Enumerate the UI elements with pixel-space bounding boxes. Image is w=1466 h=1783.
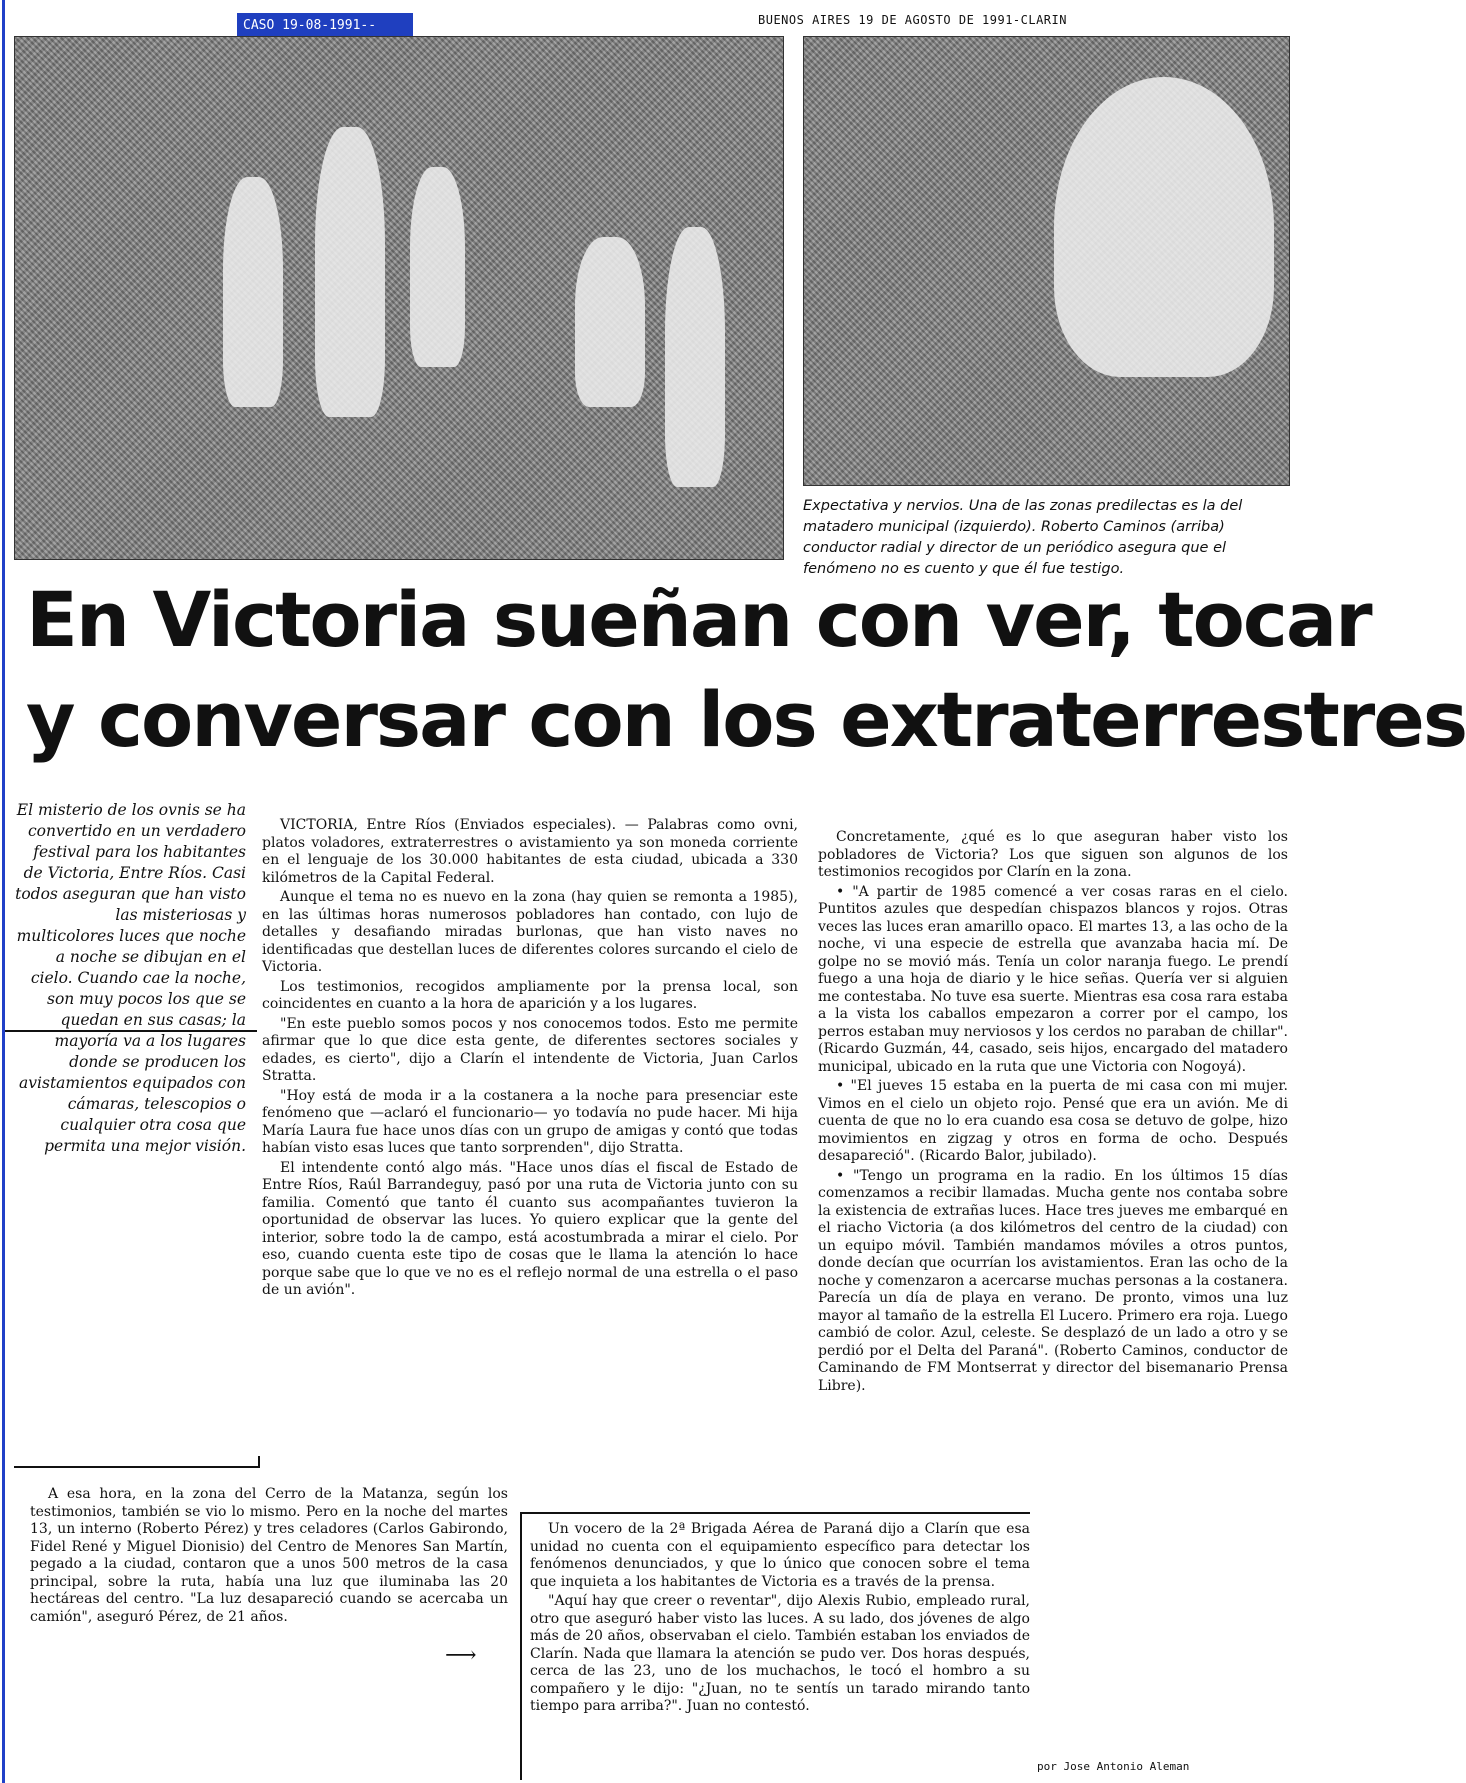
paragraph: Un vocero de la 2ª Brigada Aérea de Paraná dijo a Clarín que esa unidad no cuenta con el equipamiento específico para detectar los fenómenos denunciados, y que lo único que conocen sobre el tema que inquieta a los habitantes de Victoria es a través de la prensa.: [530, 1521, 1030, 1590]
photo-figure: [1054, 77, 1274, 377]
photo-figure: [575, 237, 645, 407]
headline: [26, 570, 1466, 770]
paragraph: Aunque el tema no es nuevo en la zona (hay quien se remonta a 1985), en las últimas horas numerosos pobladores han contado, con lujo de detalles y desafiando miradas burlonas, que han visto naves no identificadas que destellan luces de diferentes colores surcando el cielo de Victoria.: [262, 889, 798, 975]
paragraph: VICTORIA, Entre Ríos (Enviados especiales). — Palabras como ovni, platos voladores, extraterrestres o avistamiento ya son moneda corriente en el lenguaje de los 30.000 habitantes de esta ciudad, ubicada a 330 kilómetros de la Capital Federal.: [262, 817, 798, 886]
photo-figure: [665, 227, 725, 487]
box-rule: [258, 1456, 260, 1468]
photo-figure: [223, 177, 283, 407]
case-tag: CASO 19-08-1991--: [237, 13, 413, 39]
paragraph: "Aquí hay que creer o reventar", dijo Alexis Rubio, empleado rural, otro que aseguró haber visto las luces. A su lado, dos jóvenes de algo más de 20 años, observaban el cielo. También estaban los enviados de Clarín. Nada que llamara la atención se pudo ver. Dos horas después, cerca de las 23, uno de los muchachos, le tocó el hombro a su compañero y le dijo: "¿Juan, no te sentís un tarado mirando tanto tiempo para arriba?". Juan no contestó.: [530, 1593, 1030, 1714]
box-rule: [520, 1512, 522, 1780]
paragraph: El intendente contó algo más. "Hace unos días el fiscal de Estado de Entre Ríos, Raúl Barrandeguy, pasó por una ruta de Victoria junto con su familia. Comentó que tanto él cuanto sus acompañantes tuvieron la oportunidad de observar las luces. Yo quiero explicar que la gente del interior, sobre todo la de campo, está acostumbrada a mirar el cielo. Por eso, cuando cuenta este tipo de cosas que le llama la atención lo hace porque sabe que lo que ve no es el reflejo normal de una estrella o el paso de un avión".: [262, 1159, 798, 1298]
headline-line-2: y conversar con los extraterrestres: [26, 675, 1466, 764]
paragraph: Los testimonios, recogidos ampliamente por la prensa local, son coincidentes en cuanto a la hora de aparición y a los lugares.: [262, 978, 798, 1012]
lead-paragraph: El misterio de los ovnis se ha convertido en un verdadero festival para los habitantes de Victoria, Entre Ríos. Casi todos aseguran que han visto las misteriosas y multicolores luces que noche a noche se dibujan en el cielo. Cuando cae la noche, son muy pocos los que se quedan en sus casas; la mayoría va a los lugares donde se producen los avistamientos equipados con cámaras, telescopios o cualquier otra cosa que permita una mejor visión.: [15, 801, 246, 1155]
article-column-4: [30, 1486, 508, 1628]
continuation-arrow-icon: ⟶: [445, 1643, 477, 1668]
box-rule: [5, 1030, 257, 1032]
photo-figure: [315, 127, 385, 417]
paragraph: A esa hora, en la zona del Cerro de la Matanza, según los testimonios, también se vio lo mismo. Pero en la noche del martes 13, un interno (Roberto Pérez) y tres celadores (Carlos Gabirondo, Fidel René y Miguel Dionisio) del Centro de Menores San Martín, pegado a la ciudad, contaron que a unos 500 metros de la casa principal, sobre la ruta, había una luz que iluminaba las 20 hectáreas del centro. "La luz desapareció cuando se acercaba un camión", aseguró Pérez, de 21 años.: [30, 1486, 508, 1625]
paragraph: • "El jueves 15 estaba en la puerta de mi casa con mi mujer. Vimos en el cielo un objeto rojo. Pensé que era un avión. Me di cuenta de que no lo era cuando esa cosa se detuvo de golpe, hizo movimientos en zigzag y otros en forma de ocho. Después desapareció". (Ricardo Balor, jubilado).: [818, 1078, 1288, 1164]
dateline: BUENOS AIRES 19 DE AGOSTO DE 1991-CLARIN: [758, 13, 1067, 27]
photo-caption: Expectativa y nervios. Una de las zonas predilectas es la del matadero municipal (izquierdo). Roberto Caminos (arriba) conductor radial y director de un periódico asegura que el fenómeno no es cuento y que él fue testigo.: [803, 498, 1243, 577]
paragraph: "En este pueblo somos pocos y nos conocemos todos. Esto me permite afirmar que lo que dice esta gente, de diferentes sectores sociales y edades, es cierto", dijo a Clarín el intendente de Victoria, Juan Carlos Stratta.: [262, 1015, 798, 1084]
left-border: [2, 0, 5, 1783]
headline-line-1: En Victoria sueñan con ver, tocar: [26, 575, 1371, 664]
article-column-3: [818, 829, 1288, 1397]
photo-slaughterhouse-crowd: [14, 36, 784, 560]
paragraph: "Hoy está de moda ir a la costanera a la noche para presenciar este fenómeno que —aclaró el funcionario— yo todavía no pude hacer. Mi hija María Laura fue hace unos días con un grupo de amigas y contó que todas habían visto esas luces que tanto sorprenden", dijo Stratta.: [262, 1087, 798, 1156]
paragraph: Concretamente, ¿qué es lo que aseguran haber visto los pobladores de Victoria? Los que siguen son algunos de los testimonios recogidos por Clarín en la zona.: [818, 829, 1288, 880]
photo-figure: [410, 167, 465, 367]
article-column-5: [530, 1521, 1030, 1718]
box-rule: [520, 1512, 1030, 1514]
article-column-2: [262, 817, 798, 1302]
paragraph: • "A partir de 1985 comencé a ver cosas raras en el cielo. Puntitos azules que despedían chispazos blancos y rojos. Otras veces las luces eran amarillo opaco. El martes 13, a las ocho de la noche, vi una especie de estrella que avanzaba hacia mí. De golpe no se movió más. Tenía un color naranja fuego. Le prendí fuego a una hoja de diario y le hice señas. Quería ver si alguien me contestaba. No tuve esa suerte. Mientras esa cosa rara estaba a la vista los caballos empezaron a correr por el campo, los perros estaban muy nerviosos y los cerdos no paraban de chillar". (Ricardo Guzmán, 44, casado, seis hijos, encargado del matadero municipal, ubicado en la ruta que une Victoria con Nogoyá).: [818, 883, 1288, 1075]
box-rule: [14, 1466, 259, 1468]
author-credit: por Jose Antonio Aleman: [1037, 1760, 1190, 1773]
photo-roberto-caminos: [803, 36, 1290, 486]
paragraph: • "Tengo un programa en la radio. En los últimos 15 días comenzamos a recibir llamadas. Mucha gente nos contaba sobre la existencia de extrañas luces. Hace tres jueves me embarqué en el riacho Victoria (a dos kilómetros del centro de la ciudad) con un equipo móvil. También mandamos móviles a otros puntos, donde decían que ocurrían los avistamientos. Eran las ocho de la noche y comenzaron a acercarse muchas personas a la costanera. Parecía un día de playa en verano. De pronto, vimos una luz mayor al tamaño de la estrella El Lucero. Primero era roja. Luego cambió de color. Azul, celeste. Se desplazó de un lado a otro y se perdió por el Delta del Paraná". (Roberto Caminos, conductor de Caminando de FM Montserrat y director del bisemanario Prensa Libre).: [818, 1167, 1288, 1394]
